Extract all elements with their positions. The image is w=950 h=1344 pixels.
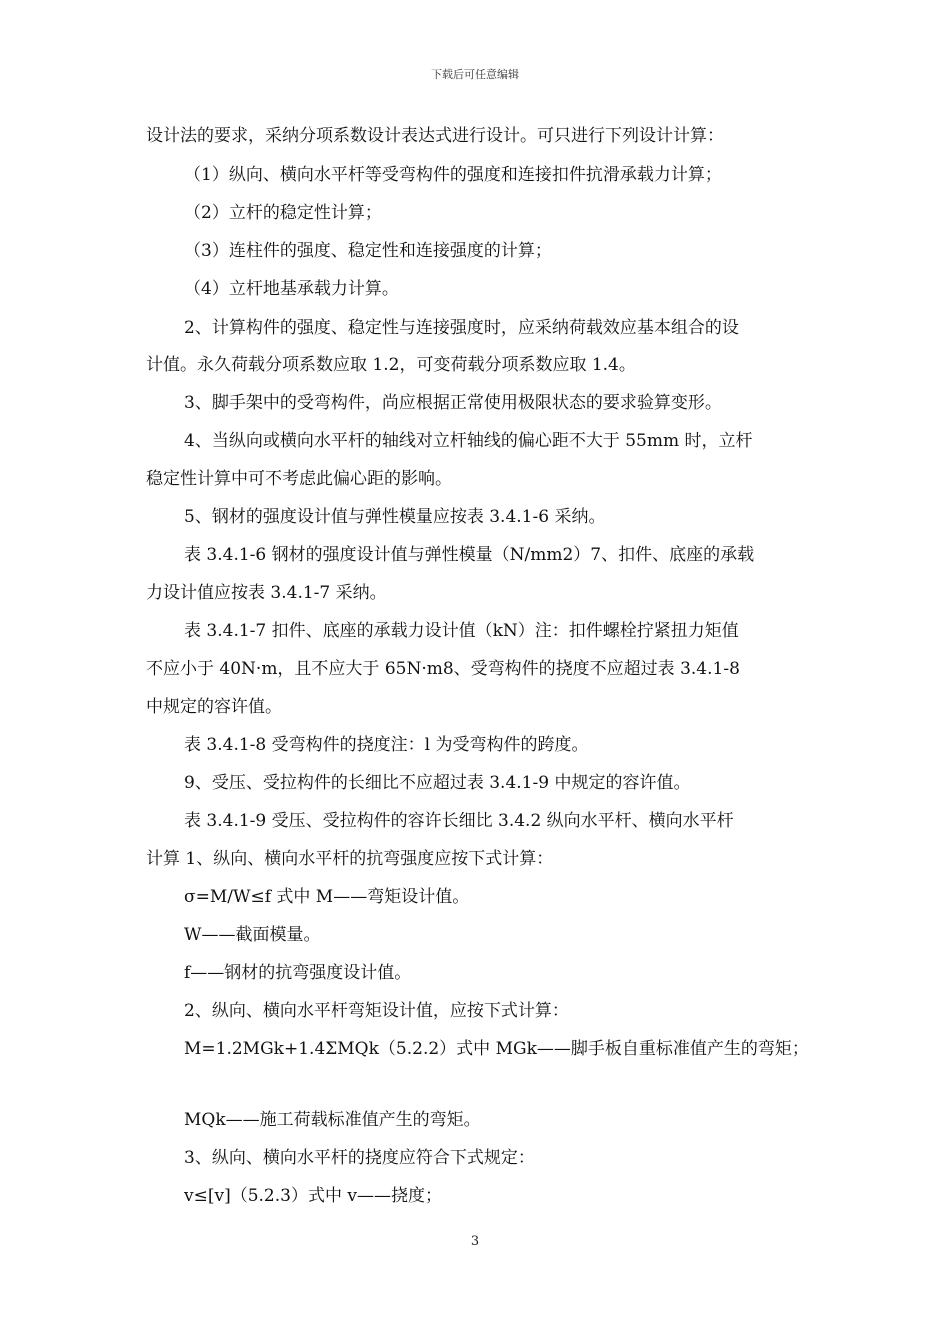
text-line: 表 3.4.1-9 受压、受拉构件的容许长细比 3.4.2 纵向水平杆、横向水平杆 bbox=[184, 811, 734, 831]
text-line: 计值。永久荷载分项系数应取 1.2，可变荷载分项系数应取 1.4。 bbox=[146, 355, 636, 375]
text-line: 3、脚手架中的受弯构件，尚应根据正常使用极限状态的要求验算变形。 bbox=[184, 393, 722, 413]
text-line: （1）纵向、横向水平杆等受弯构件的强度和连接扣件抗滑承载力计算； bbox=[184, 165, 722, 185]
text-line: σ=M/W≤f 式中 M——弯矩设计值。 bbox=[184, 887, 470, 907]
text-line: 不应小于 40N·m，且不应大于 65N·m8、受弯构件的挠度不应超过表 3.4.1-8 bbox=[146, 659, 740, 679]
text-line: 表 3.4.1-8 受弯构件的挠度注：l 为受弯构件的跨度。 bbox=[184, 735, 589, 755]
text-line: f——钢材的抗弯强度设计值。 bbox=[184, 963, 412, 983]
text-line: 2、纵向、横向水平杆弯矩设计值，应按下式计算： bbox=[184, 1001, 569, 1021]
text-line: 表 3.4.1-6 钢材的强度设计值与弹性模量（N/mm2）7、扣件、底座的承载 bbox=[184, 545, 755, 565]
text-line: 力设计值应按表 3.4.1-7 采纳。 bbox=[146, 583, 387, 603]
text-line: 4、当纵向或横向水平杆的轴线对立杆轴线的偏心距不大于 55mm 时，立杆 bbox=[184, 431, 753, 451]
text-line: （3）连柱件的强度、稳定性和连接强度的计算； bbox=[184, 241, 552, 261]
text-line: （2）立杆的稳定性计算； bbox=[184, 203, 382, 223]
page-number: 3 bbox=[470, 1234, 480, 1249]
text-line: 设计法的要求，采纳分项系数设计表达式进行设计。可只进行下列设计计算： bbox=[146, 126, 724, 146]
page-header: 下载后可任意编辑 bbox=[431, 68, 519, 81]
text-line: v≤[v]（5.2.3）式中 v——挠度； bbox=[184, 1186, 442, 1206]
text-line: MQk——施工荷载标准值产生的弯矩。 bbox=[184, 1110, 481, 1130]
text-line: （4）立杆地基承载力计算。 bbox=[184, 279, 399, 299]
text-line: 计算 1、纵向、横向水平杆的抗弯强度应按下式计算： bbox=[146, 849, 554, 869]
text-line: 中规定的容许值。 bbox=[146, 697, 282, 717]
text-line: 9、受压、受拉构件的长细比不应超过表 3.4.1-9 中规定的容许值。 bbox=[184, 773, 691, 793]
text-line: W——截面模量。 bbox=[184, 925, 321, 945]
text-line: 5、钢材的强度设计值与弹性模量应按表 3.4.1-6 采纳。 bbox=[184, 507, 606, 527]
text-line: 3、纵向、横向水平杆的挠度应符合下式规定： bbox=[184, 1148, 535, 1168]
text-line: 2、计算构件的强度、稳定性与连接强度时，应采纳荷载效应基本组合的设 bbox=[184, 318, 739, 338]
text-line: 稳定性计算中可不考虑此偏心距的影响。 bbox=[146, 469, 452, 489]
text-line: 表 3.4.1-7 扣件、底座的承载力设计值（kN）注：扣件螺栓拧紧扭力矩值 bbox=[184, 621, 739, 641]
text-line: M=1.2MGk+1.4ΣMQk（5.2.2）式中 MGk——脚手板自重标准值产生的弯矩； bbox=[184, 1039, 809, 1059]
